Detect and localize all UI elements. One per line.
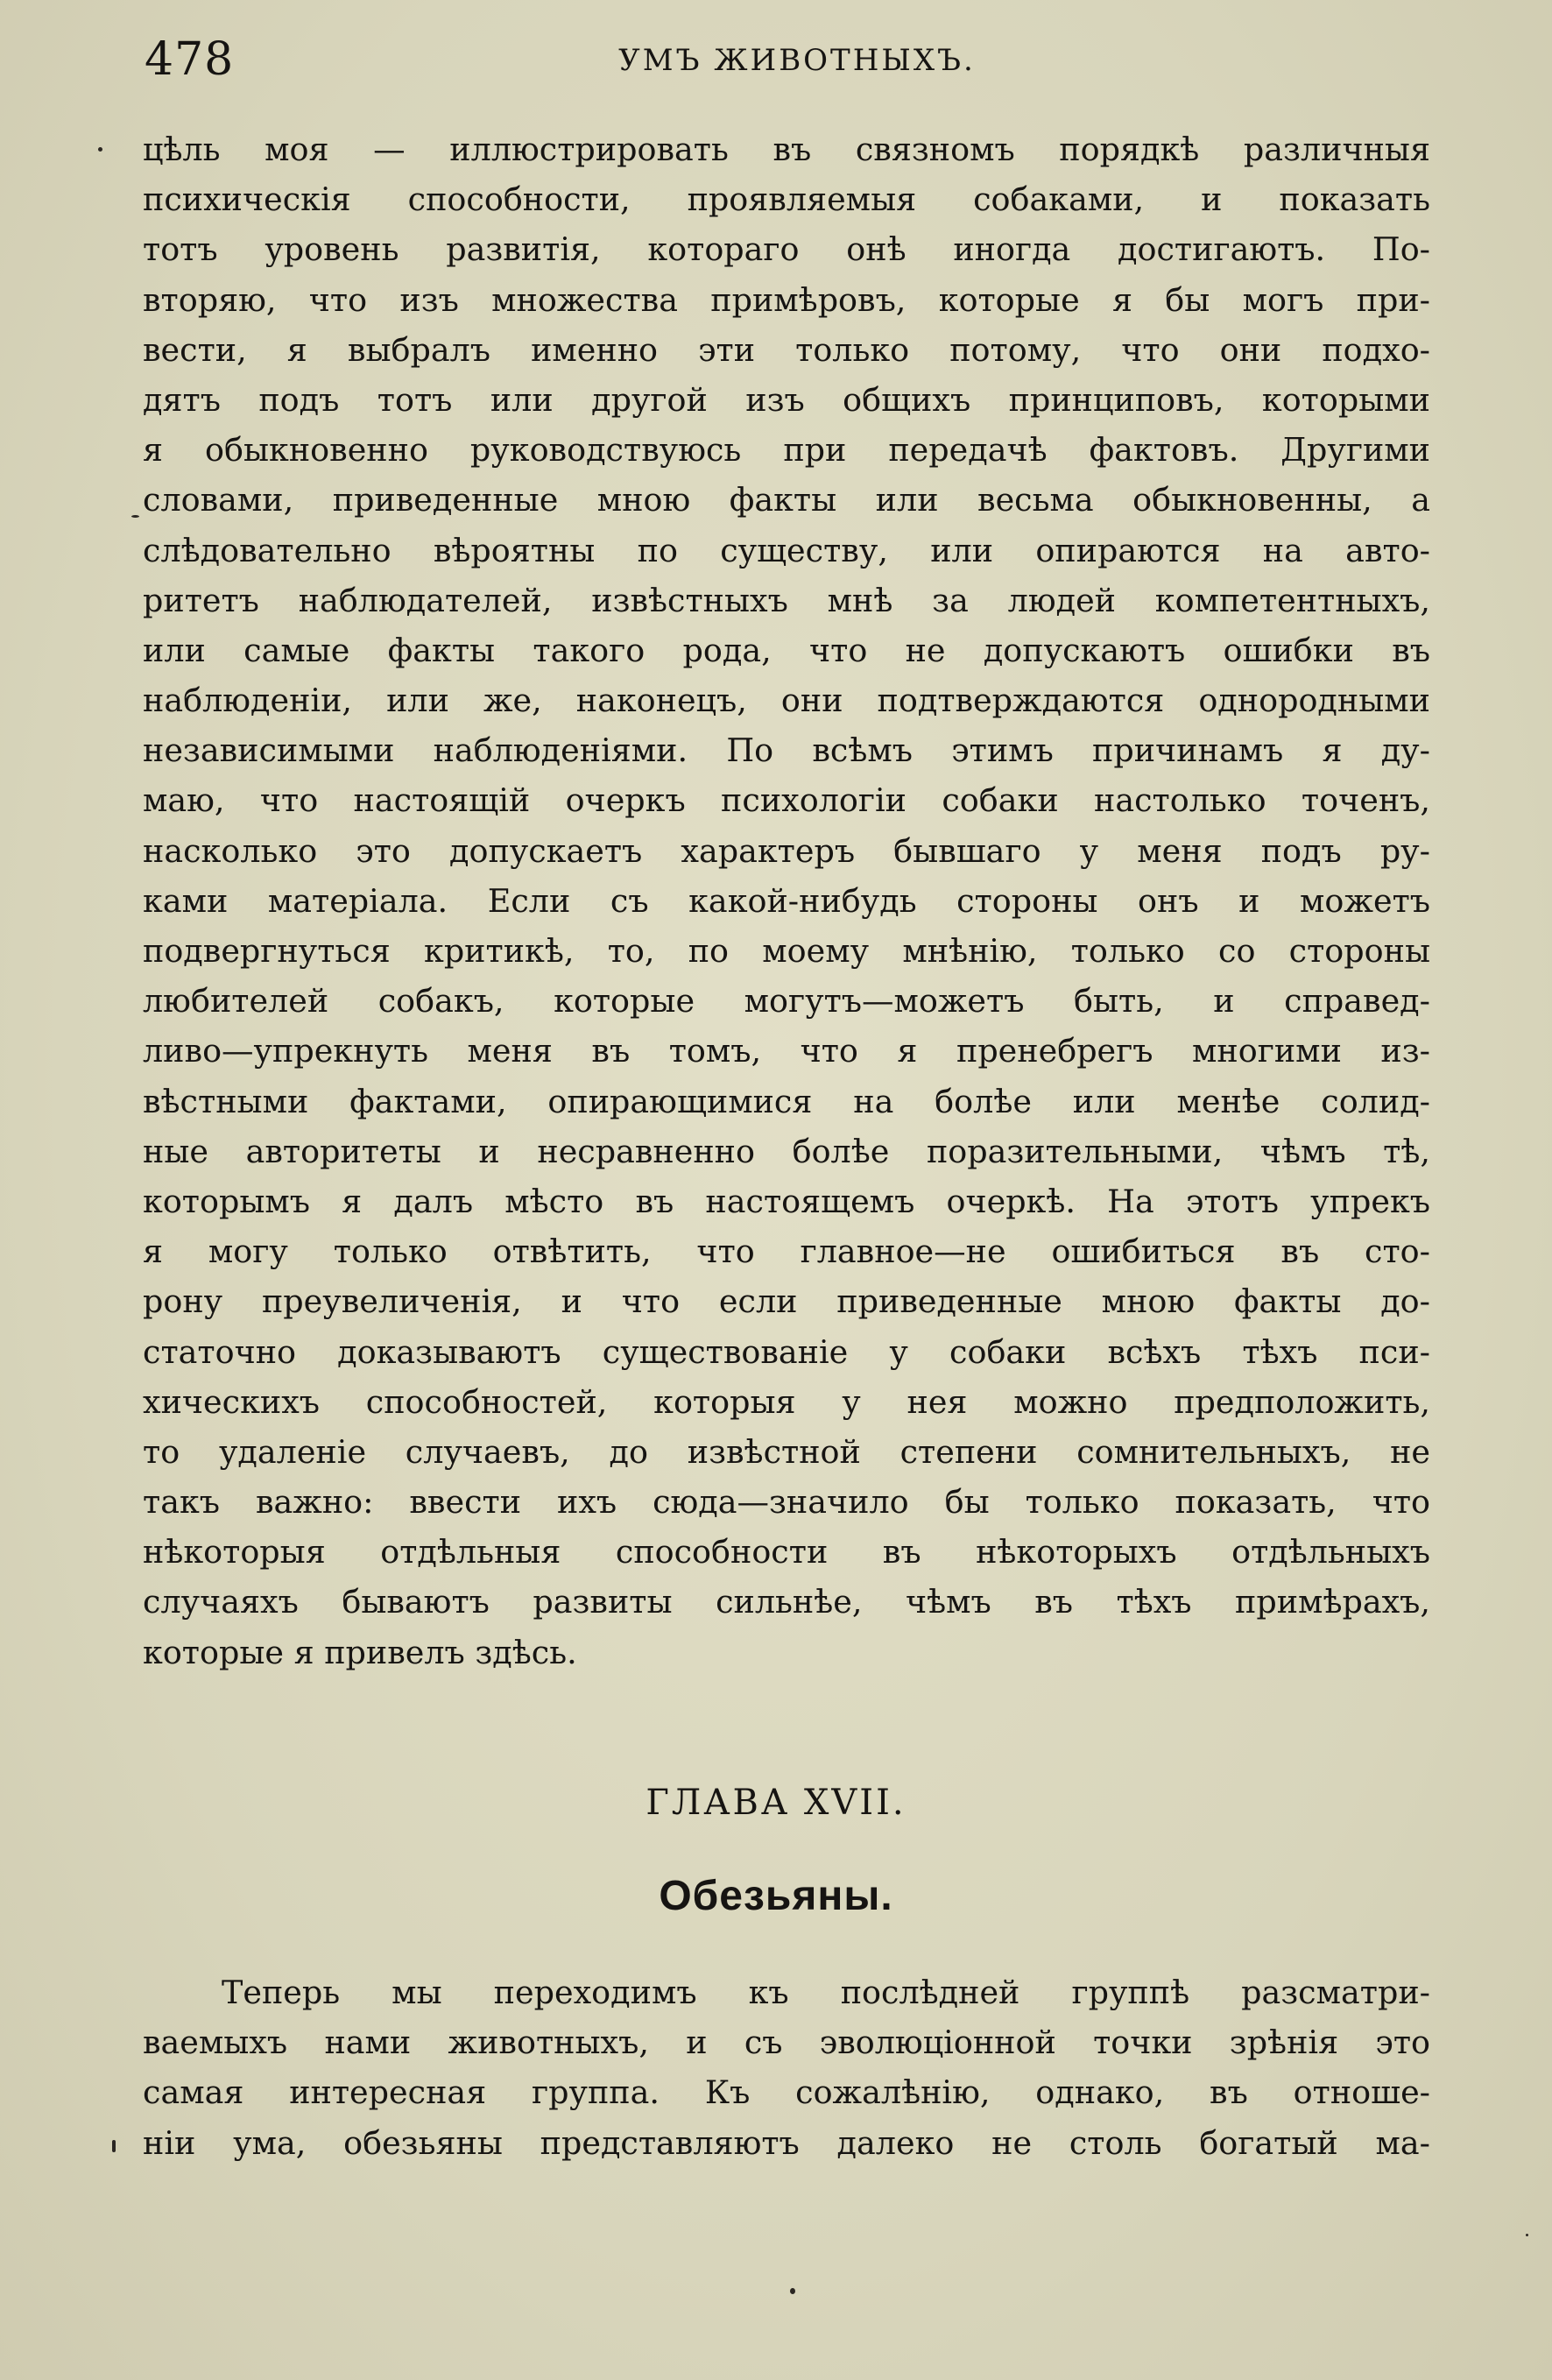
text-line: наблюденіи, или же, наконецъ, они подтверждаются однородными: [143, 682, 1430, 720]
text-line: тотъ уровень развитія, котораго онѣ иногда достигаютъ. По-: [143, 230, 1430, 269]
chapter-body-text: [143, 1967, 1430, 2168]
text-line: подвергнуться критикѣ, то, по моему мнѣнію, только со стороны: [143, 932, 1430, 970]
text-line: любителей собакъ, которые могутъ—можетъ быть, и справед-: [143, 982, 1430, 1021]
text-line: которымъ я далъ мѣсто въ настоящемъ очеркѣ. На этотъ упрекъ: [143, 1182, 1430, 1220]
chapter-heading: ГЛАВА XVII.: [645, 1783, 907, 1823]
text-line: самая интересная группа. Къ сожалѣнію, однако, въ отноше-: [143, 2073, 1430, 2112]
text-line: дятъ подъ тотъ или другой изъ общихъ принциповъ, которыми: [143, 380, 1430, 419]
text-line: случаяхъ бываютъ развиты сильнѣе, чѣмъ въ тѣхъ примѣрахъ,: [143, 1583, 1430, 1621]
text-line: независимыми наблюденіями. По всѣмъ этимъ причинамъ я ду-: [143, 731, 1430, 770]
text-line: слѣдовательно вѣроятны по существу, или опираются на авто-: [143, 531, 1430, 569]
text-line: или самые факты такого рода, что не допускаютъ ошибки въ: [143, 631, 1430, 669]
text-line: вѣстными фактами, опирающимися на болѣе или менѣе солид-: [143, 1082, 1430, 1120]
text-line: вторяю, что изъ множества примѣровъ, которые я бы могъ при-: [143, 280, 1430, 319]
text-line: ные авторитеты и несравненно болѣе поразительными, чѣмъ тѣ,: [143, 1132, 1430, 1170]
text-line: хическихъ способностей, которыя у нея можно предположить,: [143, 1382, 1430, 1421]
text-line: статочно доказываютъ существованіе у собаки всѣхъ тѣхъ пси-: [143, 1332, 1430, 1371]
text-line: ніи ума, обезьяны представляютъ далеко не столь богатый ма-: [143, 2123, 1430, 2162]
text-line: насколько это допускаетъ характеръ бывшаго у меня подъ ру-: [143, 831, 1430, 870]
text-line: я могу только отвѣтить, что главное—не ошибиться въ сто-: [143, 1232, 1430, 1271]
text-line: ваемыхъ нами животныхъ, и съ эволюціонной точки зрѣнія это: [143, 2023, 1430, 2062]
text-line: я обыкновенно руководствуюсь при передачѣ фактовъ. Другими: [143, 431, 1430, 470]
body-text: [143, 124, 1430, 1677]
text-line: Теперь мы переходимъ къ послѣдней группѣ разсматри-: [222, 1974, 1430, 2011]
text-line: ливо—упрекнуть меня въ томъ, что я пренебрегъ многими из-: [143, 1032, 1430, 1070]
running-head: [145, 33, 1450, 86]
chapter-title: Обезьяны.: [659, 1873, 893, 1919]
text-line: которые я привелъ здѣсь.: [143, 1633, 577, 1671]
text-line: ками матеріала. Если съ какой-нибудь стороны онъ и можетъ: [143, 881, 1430, 920]
text-line: такъ важно: ввести ихъ сюда—значило бы только показать, что: [143, 1483, 1430, 1522]
page-number: 478: [145, 33, 235, 86]
text-line: вести, я выбралъ именно эти только потому, что они подхо-: [143, 330, 1430, 369]
text-line: маю, что настоящій очеркъ психологіи собаки настолько точенъ,: [143, 781, 1430, 820]
running-title: УМЪ ЖИВОТНЫХЪ.: [618, 43, 976, 78]
text-line: то удаленіе случаевъ, до извѣстной степени сомнительныхъ, не: [143, 1432, 1430, 1471]
text-line: рону преувеличенія, и что если приведенные мною факты до-: [143, 1282, 1430, 1321]
text-line: цѣль моя — иллюстрировать въ связномъ порядкѣ различныя: [143, 131, 1430, 168]
text-line: нѣкоторыя отдѣльныя способности въ нѣкоторыхъ отдѣльныхъ: [143, 1533, 1430, 1571]
text-line: психическія способности, проявляемыя собаками, и показать: [143, 180, 1430, 219]
text-line: словами, приведенные мною факты или весьма обыкновенны, а: [143, 481, 1430, 519]
text-line: ритетъ наблюдателей, извѣстныхъ мнѣ за людей компетентныхъ,: [143, 581, 1430, 619]
